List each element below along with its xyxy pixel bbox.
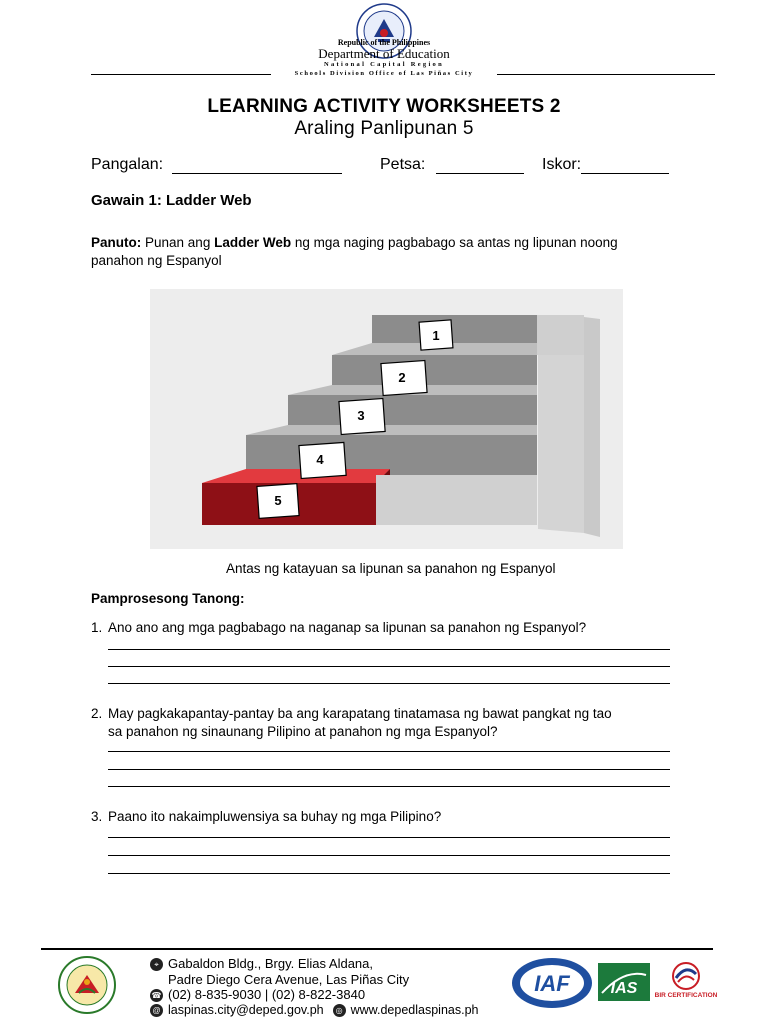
iaf-label: IAF [534,971,570,996]
step-1-label: 1 [432,328,440,343]
question-1-number: 1. [91,620,103,635]
score-field [542,156,669,174]
question-1-text: Ano ano ang mga pagbabago na naganap sa lipunan sa panahon ng Espanyol? [108,620,587,635]
score-label: Iskor: [542,156,582,173]
question-2 [91,705,681,741]
ias-label: IAS [610,980,638,997]
address-line-2: Padre Diego Cera Avenue, Las Piñas City [168,972,410,987]
department-title: Department of Education [318,46,450,61]
bir-certification-logo [654,960,718,1000]
step-1-box[interactable] [419,320,453,350]
email-icon: @ [150,1004,163,1017]
location-icon: ⌖ [150,958,163,971]
answer-line[interactable] [108,873,670,874]
step-4-tread [246,425,537,435]
question-3-number: 3. [91,809,103,824]
step-3-label: 3 [357,408,365,423]
iaf-logo [511,957,593,1009]
instruction-label: Panuto: [91,235,142,250]
step-2-label: 2 [398,370,406,385]
ias-logo [598,963,650,1001]
step-5-box[interactable] [257,484,299,519]
name-label: Pangalan: [91,156,164,173]
instruction-text-1: Punan ang [145,235,211,250]
staircase-side-edge [584,317,600,537]
question-3-text: Paano ito nakaimpluwensiya sa buhay ng mga Pilipino? [108,809,442,824]
bir-label: BIR CERTIFICATION [654,992,718,999]
answer-line[interactable] [108,751,670,752]
footer-address-1 [150,956,373,971]
name-field [91,156,342,174]
step-3-box[interactable] [339,399,385,435]
date-field [380,156,524,174]
answer-line[interactable] [108,649,670,650]
division-seal-logo [43,955,131,1015]
answer-line[interactable] [108,769,670,770]
instruction-text-2: ng mga naging pagbabago sa antas ng lipunan noong panahon ng Espanyol [91,235,618,268]
score-input-line[interactable] [581,157,669,174]
division-text: Schools Division Office of Las Piñas City [294,70,474,77]
step-4-box[interactable] [299,442,346,478]
step-4-label: 4 [316,452,324,467]
step-1-side [537,315,584,355]
phone-icon: ☎ [151,991,162,1001]
answer-line[interactable] [108,786,670,787]
address-line-1: Gabaldon Bldg., Brgy. Elias Aldana, [168,956,373,971]
region-text: National Capital Region [323,61,445,68]
subject-title: Araling Panlipunan 5 [294,118,474,139]
instruction-bold: Ladder Web [214,235,292,250]
answer-line[interactable] [108,666,670,667]
step-2-box[interactable] [381,361,427,396]
name-input-line[interactable] [172,157,342,174]
step-5-label: 5 [274,493,282,508]
question-2-text-cont: sa panahon ng sinaunang Pilipino at panahon ng mga Espanyol? [108,724,498,739]
diagram-caption: Antas ng katayuan sa lipunan sa panahon ng Espanyol [226,561,556,576]
date-input-line[interactable] [436,157,524,174]
question-2-text: May pagkakapantay-pantay ba ang karapatang tinatamasa ng bawat pangkat ng tao [108,706,612,721]
website-link[interactable]: www.depedlaspinas.ph [350,1003,479,1017]
ladder-web-diagram [150,289,623,549]
worksheet-title: LEARNING ACTIVITY WORKSHEETS 2 [207,96,561,117]
instructions [91,234,671,270]
question-2-number: 2. [91,706,103,721]
footer-contact [150,1003,478,1017]
question-3 [91,808,681,826]
email-link[interactable]: laspinas.city@deped.gov.ph [168,1003,324,1017]
answer-line[interactable] [108,855,670,856]
date-label: Petsa: [380,156,426,173]
question-1 [91,619,681,637]
activity-title: Gawain 1: Ladder Web [91,192,252,209]
step-5-wall [376,475,537,525]
questions-title: Pamprosesong Tanong: [91,591,245,606]
phone-text: (02) 8-835-9030 | (02) 8-822-3840 [168,987,366,1002]
republic-text: Republic of the Philippines [337,38,431,47]
footer-phone [150,987,365,1002]
answer-line[interactable] [108,837,670,838]
footer-divider [41,948,713,950]
answer-line[interactable] [108,683,670,684]
globe-icon: ◎ [333,1004,346,1017]
